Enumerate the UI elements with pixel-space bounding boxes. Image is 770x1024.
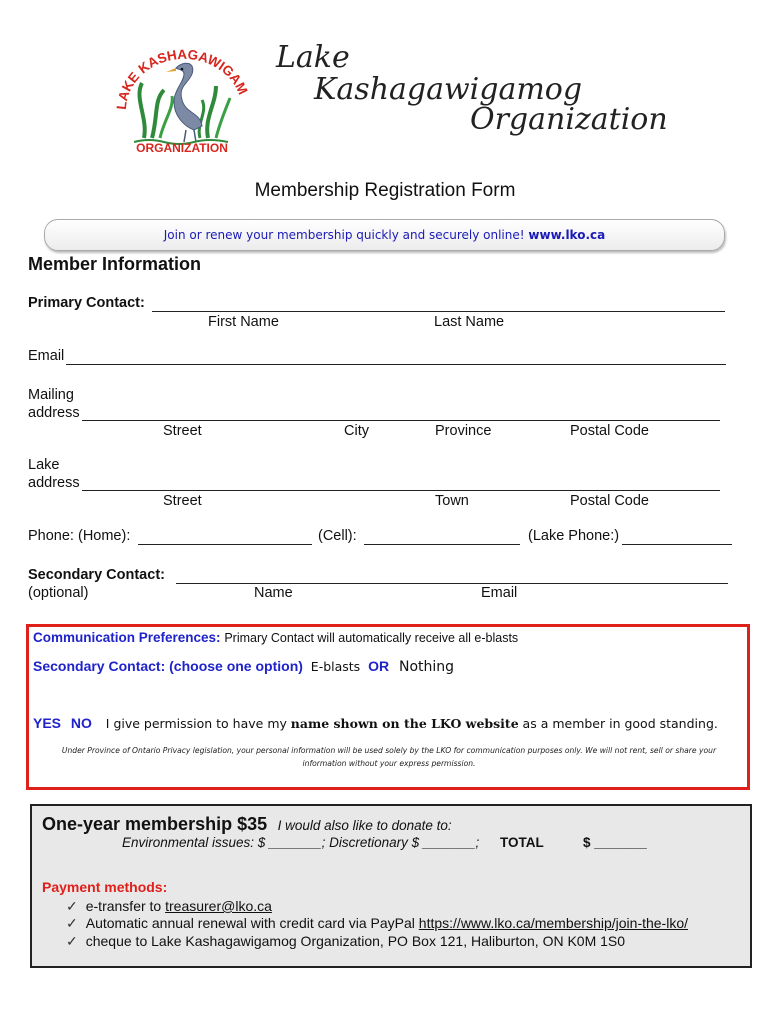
secondary-email-caption: Email bbox=[481, 585, 518, 601]
script-lake: Lake bbox=[276, 40, 350, 75]
lake-label-1: Lake bbox=[28, 457, 60, 473]
online-banner[interactable] bbox=[44, 219, 725, 251]
lake-postal-caption: Postal Code bbox=[570, 493, 649, 509]
no-option[interactable]: NO bbox=[70, 715, 92, 731]
heron-logo-icon bbox=[104, 38, 260, 156]
mailing-address-field[interactable] bbox=[82, 420, 720, 421]
phone-home-field[interactable] bbox=[138, 544, 312, 545]
checkmark-icon: ✓ bbox=[66, 933, 78, 949]
comm-pref-label: Communication Preferences: bbox=[33, 630, 221, 645]
privacy-line-2: information without your express permission. bbox=[302, 759, 476, 768]
lake-street-caption: Street bbox=[163, 493, 202, 509]
banner-text-wrap bbox=[45, 228, 724, 242]
payment-title: Payment methods: bbox=[42, 879, 168, 895]
phone-lake-field[interactable] bbox=[622, 544, 732, 545]
secondary-optional: (optional) bbox=[28, 585, 89, 601]
lake-label-2: address bbox=[28, 475, 80, 491]
email-label: Email bbox=[28, 348, 65, 364]
secondary-contact-field[interactable] bbox=[176, 583, 728, 584]
logo-bottom-text: ORGANIZATION bbox=[136, 141, 228, 155]
permission-pre: I give permission to have my bbox=[105, 716, 287, 731]
total-field[interactable]: $ _______ bbox=[583, 835, 647, 850]
permission-row bbox=[33, 715, 718, 731]
cheque-text: cheque to Lake Kashagawigamog Organization, PO Box 121, Haliburton, ON K0M 1S0 bbox=[85, 933, 626, 949]
comm-pref-row bbox=[33, 630, 518, 645]
option-nothing[interactable]: Nothing bbox=[398, 659, 455, 675]
privacy-line-1: Under Province of Ontario Privacy legislation, your personal information will be used solely by the LKO for communication purposes only. We will not rent, sell or share your bbox=[61, 746, 717, 755]
option-eblasts[interactable]: E-blasts bbox=[310, 659, 361, 674]
phone-lake-label: (Lake Phone:) bbox=[528, 528, 620, 544]
permission-post: as a member in good standing. bbox=[522, 716, 718, 731]
street-caption: Street bbox=[163, 423, 202, 439]
secondary-contact-label: Secondary Contact: bbox=[28, 567, 165, 583]
checkmark-icon: ✓ bbox=[66, 898, 78, 914]
email-field[interactable] bbox=[66, 364, 726, 365]
payment-paypal bbox=[66, 915, 688, 932]
etransfer-pre: e-transfer to bbox=[85, 898, 162, 914]
logo-arc-text: LAKE KASHAGAWIGAM bbox=[113, 46, 251, 111]
payment-etransfer bbox=[66, 898, 272, 915]
province-caption: Province bbox=[435, 423, 492, 439]
yes-option[interactable]: YES bbox=[33, 715, 62, 731]
membership-title: One-year membership $35 bbox=[42, 814, 268, 834]
postal-code-caption: Postal Code bbox=[570, 423, 649, 439]
paypal-link[interactable]: https://www.lko.ca/membership/join-the-lko/ bbox=[418, 915, 689, 931]
secondary-pref-row bbox=[33, 658, 454, 675]
etransfer-link[interactable]: treasurer@lko.ca bbox=[165, 898, 272, 914]
mailing-label-2: address bbox=[28, 405, 80, 421]
permission-bold: name shown on the LKO website bbox=[290, 716, 519, 731]
privacy-notice bbox=[30, 744, 748, 770]
comm-pref-text: Primary Contact will automatically receive all e-blasts bbox=[224, 631, 519, 645]
lake-town-caption: Town bbox=[435, 493, 469, 509]
payment-cheque bbox=[66, 933, 625, 950]
primary-contact-label: Primary Contact: bbox=[28, 295, 145, 311]
checkmark-icon: ✓ bbox=[66, 915, 78, 931]
lake-address-field[interactable] bbox=[82, 490, 720, 491]
donation-line[interactable]: Environmental issues: $ _______; Discretionary $ _______; bbox=[122, 835, 480, 850]
form-title: Membership Registration Form bbox=[254, 180, 516, 201]
phone-cell-field[interactable] bbox=[364, 544, 520, 545]
option-or: OR bbox=[368, 658, 390, 674]
first-name-caption: First Name bbox=[208, 314, 279, 330]
phone-home-label: Phone: (Home): bbox=[28, 528, 131, 544]
secondary-pref-label: Secondary Contact: (choose one option) bbox=[33, 658, 303, 674]
script-kashagawigamog: Kashagawigamog bbox=[314, 72, 583, 107]
membership-title-row bbox=[42, 814, 452, 835]
last-name-caption: Last Name bbox=[434, 314, 505, 330]
paypal-pre: Automatic annual renewal with credit card via PayPal bbox=[85, 915, 415, 931]
section-member-info: Member Information bbox=[28, 254, 202, 274]
banner-link[interactable]: www.lko.ca bbox=[528, 228, 606, 242]
total-label: TOTAL bbox=[500, 835, 544, 850]
script-organization: Organization bbox=[470, 102, 668, 137]
lko-logo bbox=[104, 38, 260, 156]
mailing-label-1: Mailing bbox=[28, 387, 74, 403]
city-caption: City bbox=[344, 423, 369, 439]
phone-cell-label: (Cell): bbox=[318, 528, 357, 544]
donate-text: I would also like to donate to: bbox=[277, 818, 452, 833]
secondary-name-caption: Name bbox=[254, 585, 293, 601]
banner-text: Join or renew your membership quickly and securely online! bbox=[163, 228, 525, 242]
primary-contact-field[interactable] bbox=[152, 311, 725, 312]
